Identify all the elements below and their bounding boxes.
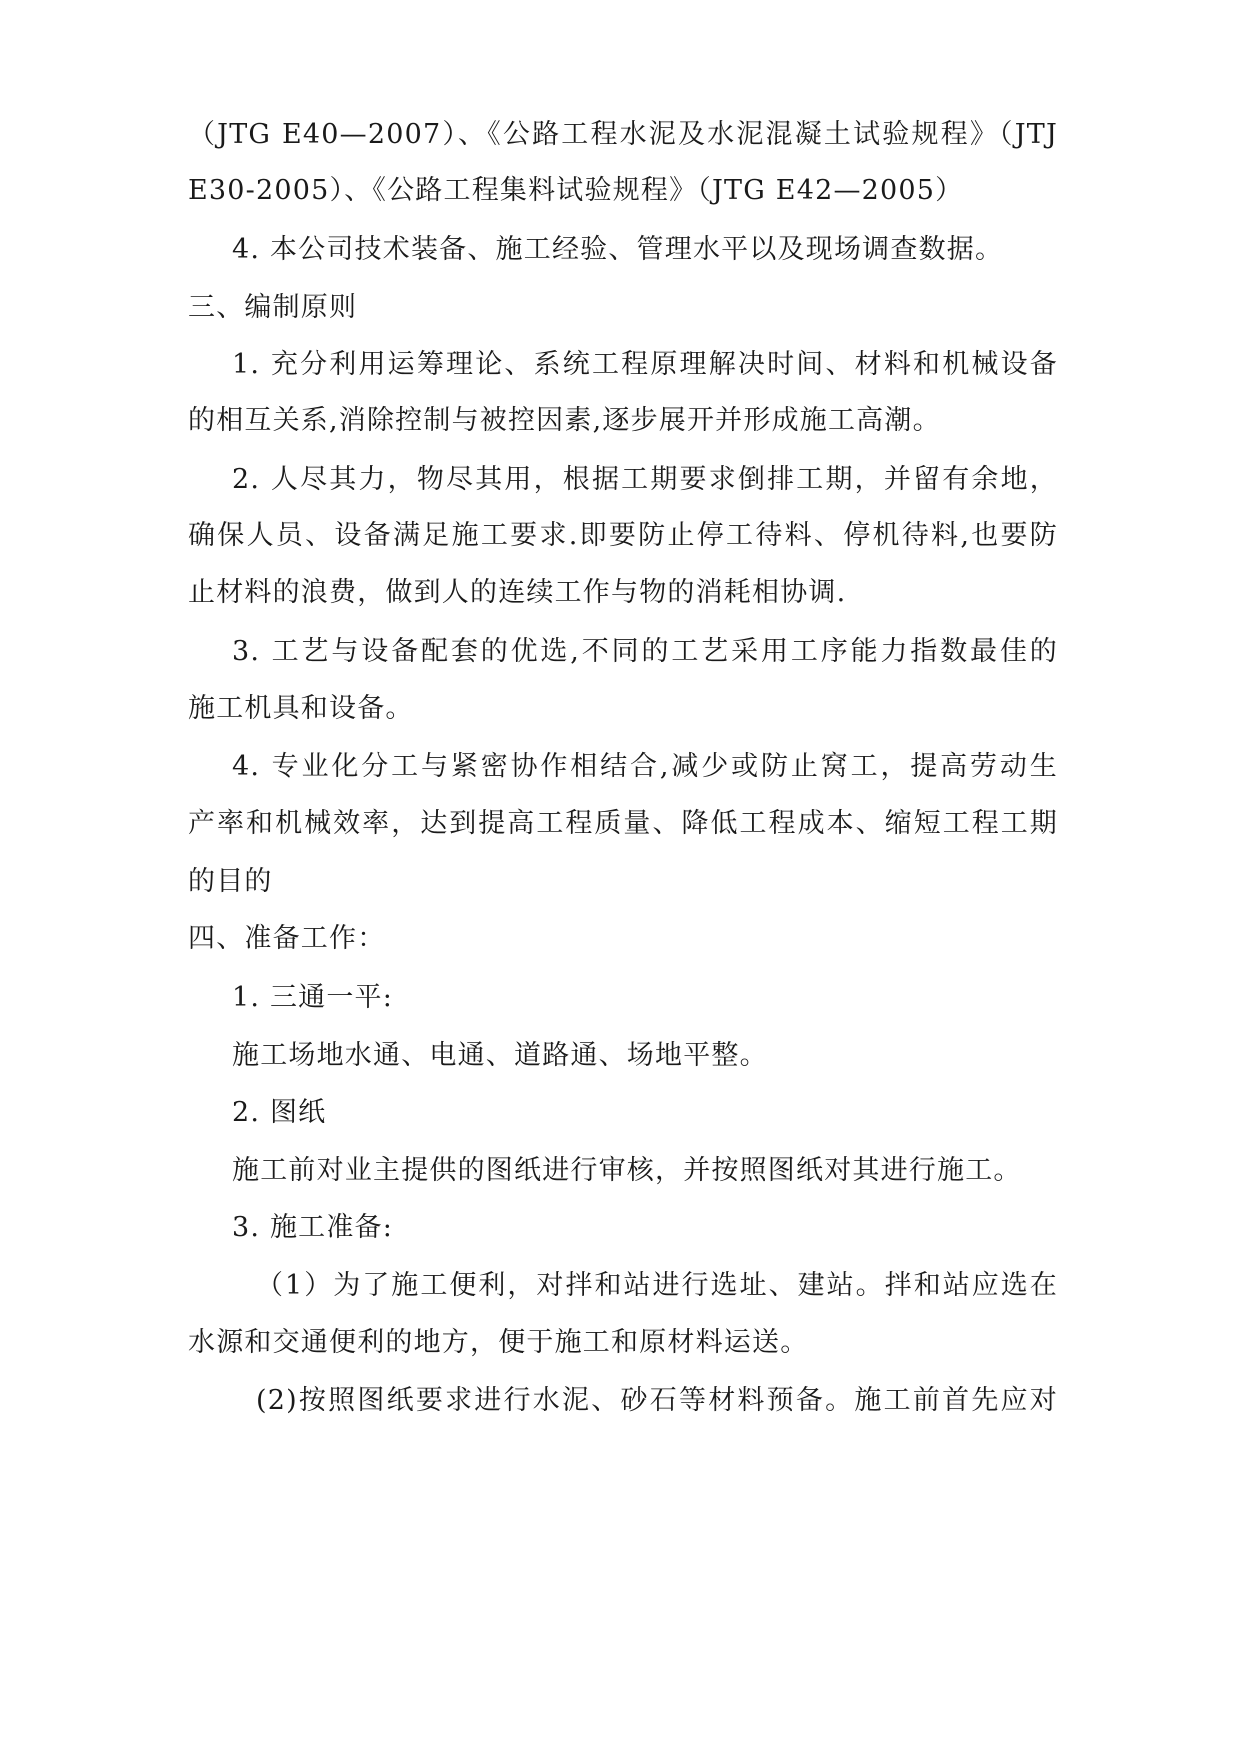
list-item: (2)按照图纸要求进行水泥、砂石等材料预备。施工前首先应对 [256, 1385, 1058, 1416]
text-line: 的目的 [188, 866, 273, 897]
text-line: 施工机具和设备。 [188, 693, 414, 724]
list-item: 3. 工艺与设备配套的优选,不同的工艺采用工序能力指数最佳的 [232, 636, 1058, 667]
list-item: 2. 人尽其力，物尽其用，根据工期要求倒排工期，并留有余地， [232, 464, 1058, 495]
text-line: 水源和交通便利的地方，便于施工和原材料运送。 [188, 1327, 809, 1358]
text-line: 施工场地水通、电通、道路通、场地平整。 [232, 1040, 768, 1071]
section-heading: 三、编制原则 [188, 292, 358, 323]
text-line: E30-2005）、《公路工程集料试验规程》（JTG E42—2005） [188, 175, 964, 206]
text-line: 确保人员、设备满足施工要求.即要防止停工待料、停机待料,也要防 [188, 520, 1058, 551]
list-item: 2. 图纸 [232, 1097, 327, 1128]
list-item: 3. 施工准备: [232, 1212, 394, 1243]
list-item: 1. 三通一平: [232, 982, 394, 1013]
text-line: 产率和机械效率，达到提高工程质量、降低工程成本、缩短工程工期 [188, 808, 1058, 839]
list-item: 4. 专业化分工与紧密协作相结合,减少或防止窝工，提高劳动生 [232, 751, 1058, 782]
text-line: （JTG E40—2007）、《公路工程水泥及水泥混凝土试验规程》（JTJ [188, 119, 1058, 150]
section-heading: 四、准备工作： [188, 923, 386, 954]
list-item: （1）为了施工便利，对拌和站进行选址、建站。拌和站应选在 [256, 1270, 1058, 1301]
text-line: 施工前对业主提供的图纸进行审核，并按照图纸对其进行施工。 [232, 1155, 1022, 1186]
list-item: 4. 本公司技术装备、施工经验、管理水平以及现场调查数据。 [232, 234, 1004, 265]
text-line: 的相互关系,消除控制与被控因素,逐步展开并形成施工高潮。 [188, 405, 941, 436]
list-item: 1. 充分利用运筹理论、系统工程原理解决时间、材料和机械设备 [232, 349, 1058, 380]
text-line: 止材料的浪费，做到人的连续工作与物的消耗相协调. [188, 577, 847, 608]
